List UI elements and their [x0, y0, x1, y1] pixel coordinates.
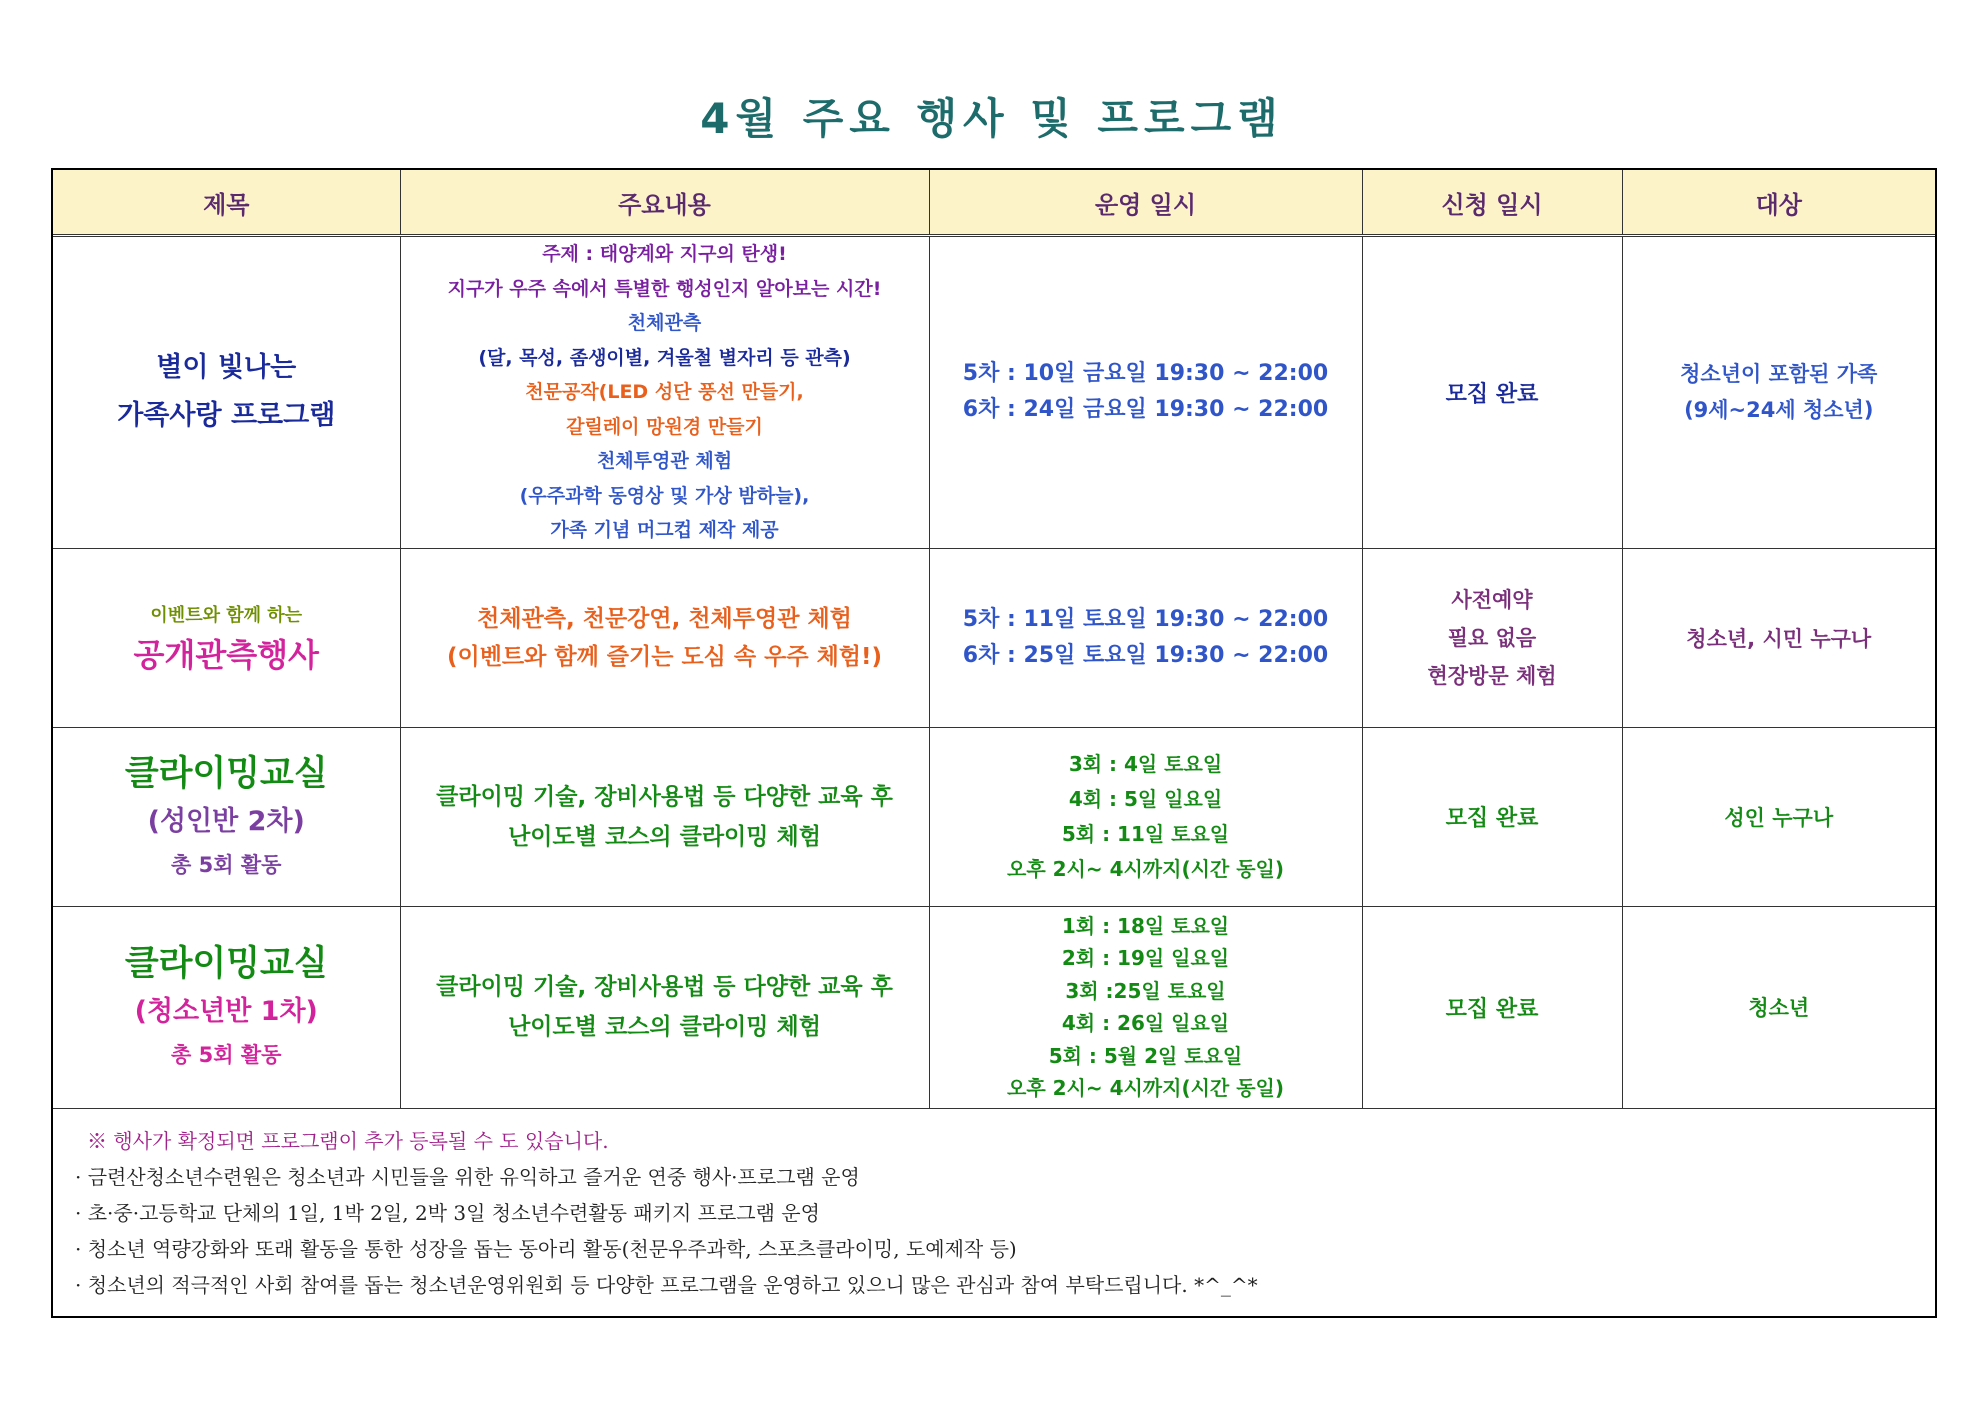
- content-line: 천문공작(LED 성단 풍선 만들기,: [525, 381, 804, 403]
- schedule-line: 5차 : 10일 금요일 19:30 ~ 22:00: [962, 361, 1329, 387]
- program-title-cell: [53, 236, 400, 549]
- target-line: 청소년이 포함된 가족: [1680, 362, 1878, 387]
- program-content-cell: [400, 906, 929, 1108]
- schedule-line: 5회 : 5월 2일 토요일: [1048, 1043, 1243, 1068]
- program-content-cell: [400, 236, 929, 549]
- notes-item: · 초·중·고등학교 단체의 1일, 1박 2일, 2박 3일 청소년수련활동 패키지 프로그램 운영: [75, 1200, 820, 1225]
- content-line: (달, 목성, 좀생이별, 겨울철 별자리 등 관측): [478, 346, 851, 369]
- schedule-line: 6차 : 24일 금요일 19:30 ~ 22:00: [962, 397, 1329, 423]
- content-line: (우주과학 동영상 및 가상 밤하늘),: [519, 484, 810, 507]
- schedule-cell: [929, 236, 1362, 549]
- apply-line: 필요 없음: [1447, 625, 1537, 650]
- apply-status: 모집 완료: [1445, 381, 1539, 407]
- content-line: 천체투영관 체험: [596, 450, 733, 472]
- target-cell: [1622, 548, 1935, 727]
- header-title: 제목: [53, 170, 400, 236]
- program-title-sub: (청소년반 1차): [134, 996, 318, 1027]
- content-line: 지구가 우주 속에서 특별한 행성인지 알아보는 시간!: [447, 277, 882, 300]
- content-line: 난이도별 코스의 클라이밍 체험: [508, 1014, 821, 1040]
- target-cell: [1622, 236, 1935, 549]
- schedule-line: 3회 :25일 토요일: [1065, 978, 1226, 1003]
- program-table: [53, 170, 1935, 1109]
- notes-item: · 청소년 역량강화와 또래 활동을 통한 성장을 돕는 동아리 활동(천문우주과학, 스포츠클라이밍, 도예제작 등): [75, 1236, 1017, 1261]
- content-line: 클라이밍 기술, 장비사용법 등 다양한 교육 후: [436, 974, 893, 1000]
- program-content-cell: [400, 727, 929, 906]
- program-title-cell: [53, 548, 400, 727]
- apply-line: 현장방문 체험: [1427, 663, 1557, 688]
- content-line: 난이도별 코스의 클라이밍 체험: [508, 823, 821, 850]
- table-row: [53, 548, 1935, 727]
- schedule-sheet: [51, 168, 1937, 1318]
- schedule-line: 4회 : 26일 일요일: [1061, 1011, 1230, 1035]
- program-title-note: 총 5회 활동: [171, 852, 282, 877]
- schedule-line: 6차 : 25일 토요일 19:30 ~ 22:00: [962, 642, 1329, 668]
- target-cell: [1622, 906, 1935, 1108]
- target-line: (9세~24세 청소년): [1684, 398, 1874, 423]
- table-row: [53, 236, 1935, 549]
- notes-warning: ※ 행사가 확정되면 프로그램이 추가 등록될 수 도 있습니다.: [87, 1128, 609, 1153]
- program-title-sub: 이벤트와 함께 하는: [150, 604, 303, 626]
- program-title-main: 클라이밍교실: [124, 753, 328, 794]
- schedule-line: 4회 : 5일 일요일: [1068, 786, 1223, 811]
- program-title-line: 별이 빛나는: [156, 352, 297, 384]
- apply-status: 모집 완료: [1445, 996, 1539, 1022]
- schedule-line: 오후 2시~ 4시까지(시간 동일): [1007, 1076, 1284, 1100]
- content-line: 천체관측: [627, 312, 702, 334]
- target-cell: [1622, 727, 1935, 906]
- apply-status: 모집 완료: [1445, 806, 1539, 831]
- table-row: [53, 906, 1935, 1108]
- program-title-line: 가족사랑 프로그램: [117, 400, 336, 432]
- content-line: (이벤트와 함께 즐기는 도심 속 우주 체험!): [446, 643, 883, 670]
- apply-line: 사전예약: [1451, 587, 1533, 612]
- content-line: 천체관측, 천문강연, 천체투영관 체험: [477, 605, 852, 632]
- target-line: 청소년, 시민 누구나: [1686, 626, 1872, 651]
- target-line: 청소년: [1748, 996, 1810, 1020]
- schedule-cell: [929, 906, 1362, 1108]
- target-line: 성인 누구나: [1724, 805, 1834, 830]
- table-header-row: [53, 170, 1935, 236]
- program-title-note: 총 5회 활동: [171, 1043, 282, 1067]
- schedule-line: 1회 : 18일 토요일: [1061, 913, 1230, 938]
- notes-item: · 청소년의 적극적인 사회 참여를 돕는 청소년운영위원회 등 다양한 프로그램을 운영하고 있으니 많은 관심과 참여 부탁드립니다. *^_^*: [75, 1272, 1258, 1297]
- header-content: 주요내용: [400, 170, 929, 236]
- program-content-cell: [400, 548, 929, 727]
- page-title: 4월 주요 행사 및 프로그램: [700, 94, 1284, 143]
- apply-cell: [1362, 548, 1622, 727]
- content-line: 가족 기념 머그컵 제작 제공: [550, 519, 779, 541]
- program-title-main: 클라이밍교실: [124, 944, 328, 984]
- notes-section: [53, 1109, 1935, 1303]
- apply-cell: [1362, 906, 1622, 1108]
- header-target: 대상: [1622, 170, 1935, 236]
- content-line: 주제 : 태양계와 지구의 탄생!: [542, 243, 787, 265]
- program-title-cell: [53, 727, 400, 906]
- schedule-line: 오후 2시~ 4시까지(시간 동일): [1007, 856, 1284, 881]
- program-title-sub: (성인반 2차): [147, 805, 305, 837]
- schedule-line: 2회 : 19일 일요일: [1061, 946, 1230, 970]
- header-apply: 신청 일시: [1362, 170, 1622, 236]
- schedule-cell: [929, 548, 1362, 727]
- program-title-cell: [53, 906, 400, 1108]
- schedule-line: 5차 : 11일 토요일 19:30 ~ 22:00: [962, 606, 1329, 632]
- schedule-line: 5회 : 11일 토요일: [1061, 821, 1230, 846]
- apply-cell: [1362, 727, 1622, 906]
- content-line: 클라이밍 기술, 장비사용법 등 다양한 교육 후: [436, 783, 893, 810]
- apply-cell: [1362, 236, 1622, 549]
- header-schedule: 운영 일시: [929, 170, 1362, 236]
- program-title-main: 공개관측행사: [133, 635, 319, 674]
- content-line: 갈릴레이 망원경 만들기: [566, 415, 763, 438]
- schedule-line: 3회 : 4일 토요일: [1068, 751, 1223, 776]
- table-row: [53, 727, 1935, 906]
- notes-item: · 금련산청소년수련원은 청소년과 시민들을 위한 유익하고 즐거운 연중 행사·프로그램 운영: [75, 1164, 860, 1189]
- schedule-cell: [929, 727, 1362, 906]
